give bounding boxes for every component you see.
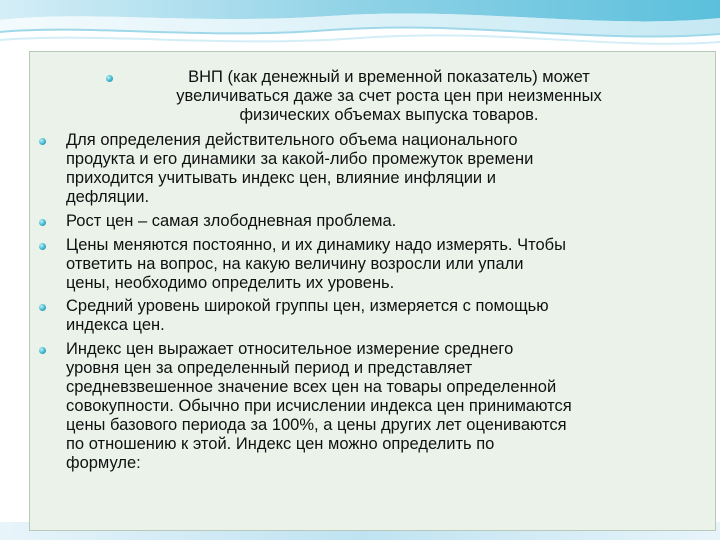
- bullet-line: уровня цен за определенный период и представляет: [66, 359, 473, 377]
- bullet-line: совокупности. Обычно при исчислении индекса цен принимаются: [66, 397, 572, 415]
- bullet-dot-icon: [39, 138, 46, 145]
- bullet-dot-icon: [39, 243, 46, 250]
- bullet-line: увеличиваться даже за счет роста цен при неизменных: [176, 87, 602, 105]
- bullet-line: продукта и его динамики за какой-либо промежуток времени: [66, 150, 534, 168]
- slide-content-box: [29, 51, 716, 531]
- bullet-line: Цены меняются постоянно, и их динамику надо измерять. Чтобы: [66, 236, 566, 254]
- bullet-line: Рост цен – самая злободневная проблема.: [66, 212, 397, 230]
- bullet-line: формуле:: [66, 454, 141, 472]
- bullet-line: Для определения действительного объема национального: [66, 131, 518, 149]
- bullet-text: [66, 131, 533, 207]
- bullet-dot-icon: [39, 219, 46, 226]
- bullet-line: физических объемах выпуска товаров.: [239, 106, 539, 124]
- bullet-line: ВНП (как денежный и временной показатель) может: [188, 68, 590, 86]
- bullet-dot-icon: [39, 347, 46, 354]
- bullet-line: по отношению к этой. Индекс цен можно определить по: [66, 435, 495, 453]
- bullet-text: [66, 212, 396, 231]
- bullet-line: цены, необходимо определить их уровень.: [66, 274, 395, 292]
- bullet-text: [66, 340, 572, 473]
- bullet-line: индекса цен.: [66, 316, 165, 334]
- bullet-line: ответить на вопрос, на какую величину возросли или упали: [66, 255, 524, 273]
- bullet-line: Средний уровень широкой группы цен, измеряется с помощью: [66, 297, 549, 315]
- bullet-line: Индекс цен выражает относительное измерение среднего: [66, 340, 514, 358]
- bullet-dot-icon: [39, 304, 46, 311]
- bullet-text: [66, 236, 566, 293]
- bullet-line: средневзвешенное значение всех цен на товары определенной: [66, 378, 557, 396]
- bullet-text: [66, 297, 549, 335]
- bullet-text: [94, 68, 684, 125]
- bullet-line: приходится учитывать индекс цен, влияние инфляции и: [66, 169, 496, 187]
- bullet-line: дефляции.: [66, 188, 150, 206]
- bullet-line: цены базового периода за 100%, а цены других лет оцениваются: [66, 416, 567, 434]
